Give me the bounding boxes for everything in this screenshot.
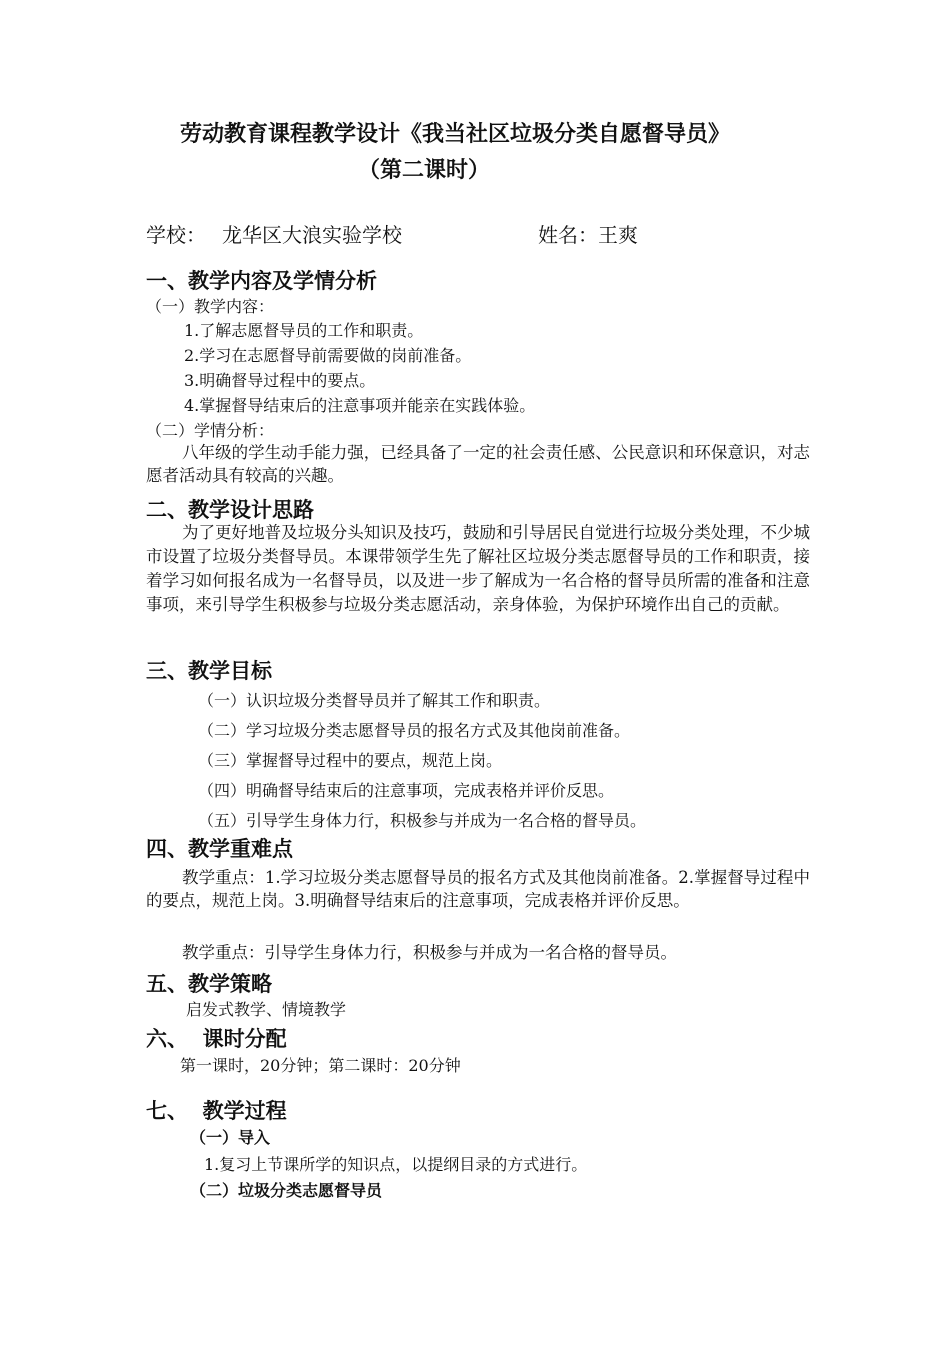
- subheading-content: （一）教学内容：: [146, 297, 275, 316]
- subheading-intro: （一）导入: [190, 1128, 271, 1147]
- process-item: 1.复习上节课所学的知识点，以提纲目录的方式进行。: [204, 1155, 588, 1174]
- section-heading-7: 七、 教学过程: [146, 1099, 287, 1123]
- section-heading-6: 六、 课时分配: [146, 1027, 287, 1051]
- key-points-paragraph: 教学重点：1.学习垃圾分类志愿督导员的报名方式及其他岗前准备。2.掌握督导过程中的要点，规范上岗。3.明确督导结束后的注意事项，完成表格并评价反思。: [146, 868, 810, 910]
- objective-item: （五）引导学生身体力行，积极参与并成为一名合格的督导员。: [198, 811, 647, 830]
- doc-title: 劳动教育课程教学设计《我当社区垃圾分类自愿督导员》: [180, 122, 731, 147]
- content-item: 1.了解志愿督导员的工作和职责。: [184, 321, 424, 340]
- section-heading-3: 三、教学目标: [146, 659, 272, 683]
- subheading-analysis: （二）学情分析：: [146, 421, 275, 440]
- doc-subtitle: （第二课时）: [358, 158, 491, 183]
- analysis-paragraph: 八年级的学生动手能力强，已经具备了一定的社会责任感、公民意识和环保意识，对志愿者活动具有较高的兴趣。: [146, 443, 810, 485]
- objective-item: （三）掌握督导过程中的要点，规范上岗。: [198, 751, 503, 770]
- school-value: 龙华区大浪实验学校: [222, 223, 402, 247]
- name-label: 姓名：: [538, 223, 598, 247]
- school-label: 学校：: [146, 223, 206, 247]
- strategy-text: 启发式教学、情境教学: [186, 1000, 347, 1019]
- section-heading-5: 五、教学策略: [146, 972, 272, 996]
- content-item: 3.明确督导过程中的要点。: [184, 371, 376, 390]
- content-item: 4.掌握督导结束后的注意事项并能亲在实践体验。: [184, 396, 536, 415]
- difficulty-paragraph: 教学重点：引导学生身体力行，积极参与并成为一名合格的督导员。: [182, 943, 677, 962]
- content-item: 2.学习在志愿督导前需要做的岗前准备。: [184, 346, 472, 365]
- section-heading-2: 二、教学设计思路: [146, 498, 314, 522]
- schedule-text: 第一课时，20分钟；第二课时：20分钟: [180, 1056, 461, 1075]
- design-paragraph: 为了更好地普及垃圾分头知识及技巧，鼓励和引导居民自觉进行垃圾分类处理，不少城市设置了垃圾分类督导员。本课带领学生先了解社区垃圾分类志愿督导员的工作和职责，接着学习如何报名成为一名督导员，以及进一步了解成为一名合格的督导员所需的准备和注意事项，来引导学生积极参与垃圾分类志愿活动，亲身体验，为保护环境作出自己的贡献。: [146, 523, 810, 614]
- objective-item: （二）学习垃圾分类志愿督导员的报名方式及其他岗前准备。: [198, 721, 631, 740]
- name-value: 王爽: [598, 223, 638, 247]
- subheading-supervisor: （二）垃圾分类志愿督导员: [190, 1181, 383, 1200]
- section-heading-4: 四、教学重难点: [146, 837, 293, 861]
- section-heading-1: 一、教学内容及学情分析: [146, 269, 377, 293]
- objective-item: （四）明确督导结束后的注意事项，完成表格并评价反思。: [198, 781, 615, 800]
- objective-item: （一）认识垃圾分类督导员并了解其工作和职责。: [198, 691, 551, 710]
